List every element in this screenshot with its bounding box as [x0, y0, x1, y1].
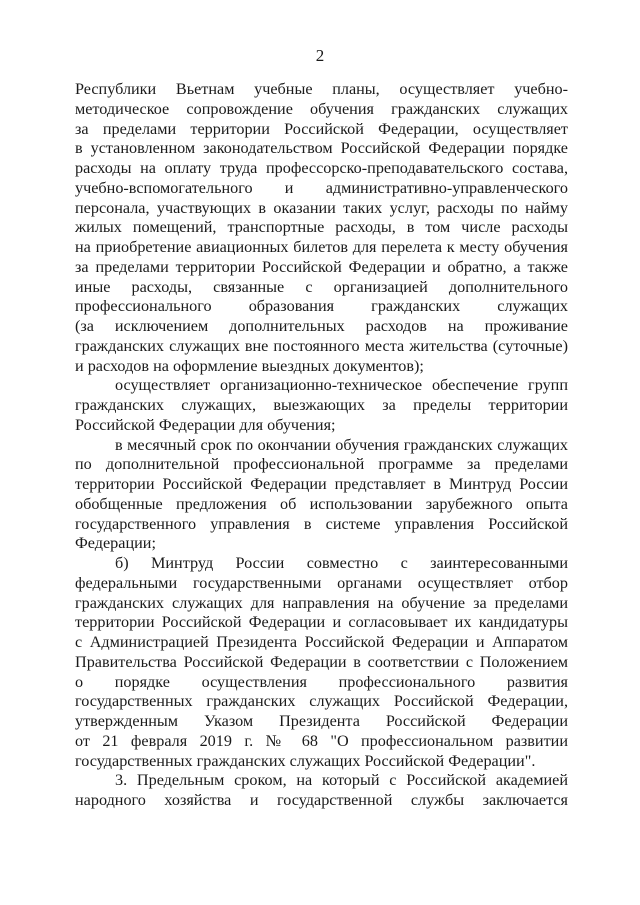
text-line: государственного управления в системе управления Российской — [75, 514, 568, 533]
text-line: методическое сопровождение обучения гражданских служащих — [75, 99, 568, 118]
text-line: гражданских служащих вне постоянного места жительства (суточные) — [75, 336, 568, 355]
text-line: (за исключением дополнительных расходов на проживание — [75, 317, 568, 335]
text-line: федеральными государственными органами осуществляет отбор — [75, 573, 568, 592]
text-line: б) Минтруд России совместно с заинтересованными — [115, 554, 568, 572]
text-line: обобщенные предложения об использовании зарубежного опыта — [75, 494, 568, 513]
text-line: народного хозяйства и государственной службы заключается — [75, 791, 568, 809]
text-line: персонала, участвующих в оказании таких услуг, расходы по найму — [75, 198, 568, 217]
text-line: осуществляет организационно-техническое обеспечение групп — [115, 376, 568, 395]
text-line: за пределами территории Российской Федерации и обратно, а также — [75, 257, 568, 276]
text-line: утвержденным Указом Президента Российской Федерации — [75, 712, 568, 730]
text-line: в установленном законодательством Российской Федерации порядке — [75, 139, 568, 158]
text-line: гражданских служащих, выезжающих за пределы территории — [75, 396, 568, 414]
text-line: о порядке осуществления профессионального развития — [75, 672, 568, 691]
text-line: государственных гражданских служащих Российской Федерации, — [75, 692, 568, 711]
text-line: Республики Вьетнам учебные планы, осуществляет учебно- — [75, 80, 568, 98]
document-body — [75, 80, 568, 811]
text-line: с Администрацией Президента Российской Федерации и Аппаратом — [75, 633, 568, 651]
text-line: Российской Федерации для обучения; — [75, 415, 336, 434]
text-line: расходы на оплату труда профессорско-преподавательского состава, — [75, 159, 568, 177]
text-line: территории Российской Федерации представляет в Минтруд России — [75, 475, 568, 493]
text-line: Федерации; — [75, 534, 156, 553]
text-line: жилых помещений, транспортные расходы, в том числе расходы — [75, 218, 568, 237]
text-line: государственных гражданских служащих Российской Федерации". — [75, 751, 536, 770]
text-line: за пределами территории Российской Федерации, осуществляет — [75, 119, 568, 138]
text-line: иные расходы, связанные с организацией дополнительного — [75, 277, 568, 296]
text-line: от 21 февраля 2019 г. № 68 "О профессиональном развитии — [75, 731, 568, 750]
text-line: Правительства Российской Федерации в соответствии с Положением — [75, 652, 568, 671]
text-line: в месячный срок по окончании обучения гражданских служащих — [115, 435, 568, 454]
text-line: территории Российской Федерации и согласовывает их кандидатуры — [75, 613, 568, 632]
text-line: и расходов на оформление выездных документов); — [75, 356, 424, 375]
text-line: гражданских служащих для направления на обучение за пределами — [75, 593, 568, 612]
text-line: учебно-вспомогательного и административно-управленческого — [75, 178, 568, 197]
text-line: 3. Предельным сроком, на который с Российской академией — [115, 771, 568, 790]
text-line: по дополнительной профессиональной программе за пределами — [75, 455, 568, 474]
text-line: профессионального образования гражданских служащих — [75, 297, 568, 316]
text-line: на приобретение авиационных билетов для перелета к месту обучения — [75, 238, 568, 256]
page-number: 2 — [315, 46, 325, 65]
